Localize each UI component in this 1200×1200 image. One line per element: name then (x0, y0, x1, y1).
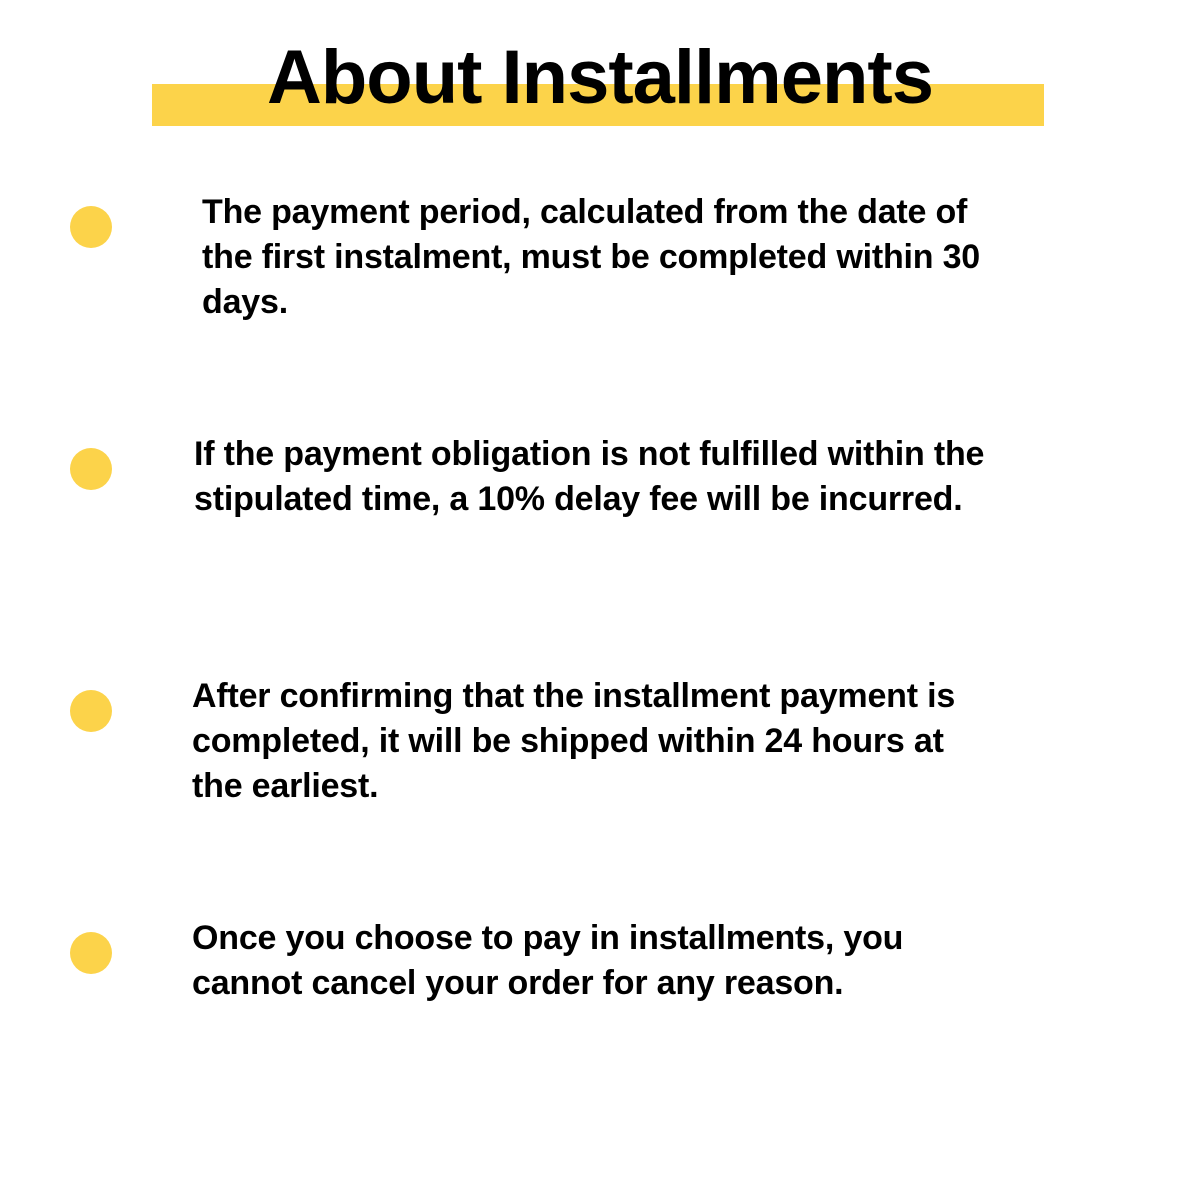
bullet-dot-icon (70, 206, 112, 248)
bullet-dot-icon (70, 690, 112, 732)
list-item-text: Once you choose to pay in installments, you cannot cancel your order for any reason. (192, 919, 904, 1002)
list-item-text: The payment period, calculated from the date of the first instalment, must be completed within 30 days. (202, 193, 980, 321)
bullet-dot-icon (70, 448, 112, 490)
list-item (0, 916, 1200, 1158)
list-item-text: After confirming that the installment payment is completed, it will be shipped within 24 hours at the earliest. (192, 677, 956, 805)
page-title: About Installments (266, 35, 934, 120)
list-item (0, 674, 1200, 916)
list-item (0, 190, 1200, 432)
bullet-list (0, 190, 1200, 1158)
list-item (0, 432, 1200, 674)
page-header (0, 0, 1200, 150)
bullet-dot-icon (70, 932, 112, 974)
list-item-text: If the payment obligation is not fulfilled within the stipulated time, a 10% delay fee will be incurred. (194, 435, 985, 518)
